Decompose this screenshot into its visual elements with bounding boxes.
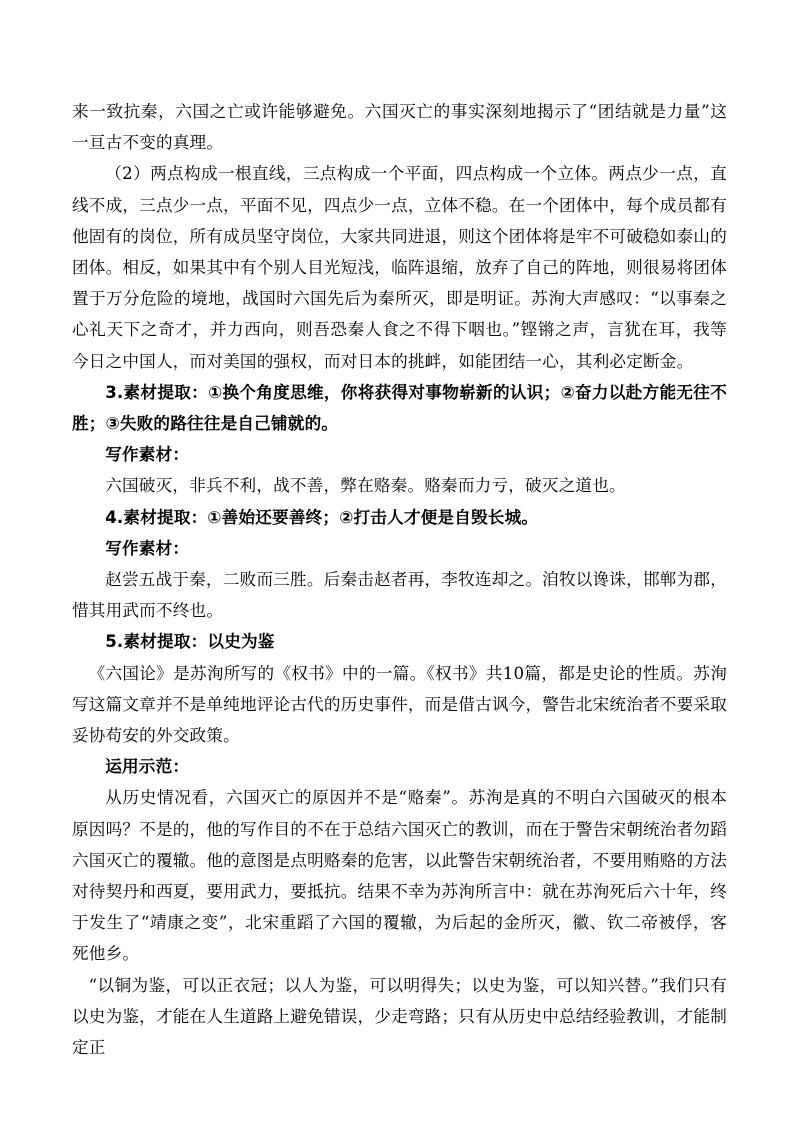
writing-material-quote-2: 赵尝五战于秦，二败而三胜。后秦击赵者再，李牧连却之。洎牧以谗诛，邯郸为郡，惜其用武而不终也。	[72, 570, 727, 621]
paragraph-history-mirror: “以铜为鉴，可以正衣冠；以人为鉴，可以明得失；以史为鉴，可以知兴替。”我们只有以史为鉴，才能在人生道路上避免错误，少走弯路；只有从历史中总结经验教训，才能制定正	[72, 975, 727, 1058]
writing-material-heading-2: 写作素材：	[105, 538, 190, 558]
material-extraction-3: 3.素材提取：①换个角度思维，你将获得对事物崭新的认识；②奋力以赴方能无往不胜；③失败的路往往是自己铺就的。	[72, 382, 727, 434]
usage-example-heading: 运用示范：	[105, 757, 190, 777]
material-extraction-4: 4.素材提取：①善始还要善终；②打击人才便是自毁长城。	[105, 507, 539, 527]
paragraph-usage-example: 从历史情况看，六国灭亡的原因并不是“赂秦”。苏洵是真的不明白六国破灭的根本原因吗？不是的，他的写作目的不在于总结六国灭亡的教训，而在于警告宋朝统治者勿蹈六国灭亡的覆辙。他的意图是点明赂秦的危害，以此警告宋朝统治者，不要用贿赂的方法对待契丹和西夏，要用武力，要抵抗。结果不幸为苏洵所言中：就在苏洵死后六十年，终于发生了“靖康之变”，北宋重蹈了六国的覆辙，为后起的金所灭，徽、钦二帝被俘，客死他乡。	[72, 788, 727, 964]
writing-material-quote-1: 六国破灭，非兵不利，战不善，弊在赂秦。赂秦而力亏，破灭之道也。	[105, 476, 626, 496]
material-extraction-5: 5.素材提取：以史为鉴	[105, 632, 275, 652]
paragraph-points-analogy: （2）两点构成一根直线，三点构成一个平面，四点构成一个立体。两点少一点，直线不成，三点少一点，平面不见，四点少一点，立体不稳。在一个团体中，每个成员都有他固有的岗位，所有成员坚守岗位，大家共同进退，则这个团体将是牢不可破稳如泰山的团体。相反，如果其中有个别人目光短浅，临阵退缩，放弃了自己的阵地，则很易将团体置于万分危险的境地，战国时六国先后为秦所灭，即是明证。苏洵大声感叹：“以事秦之心礼天下之奇才，并力西向，则吾恐秦人食之不得下咽也。”铿锵之声，言犹在耳，我等今日之中国人，而对美国的强权，而对日本的挑衅，如能团结一心，其利必定断金。	[72, 164, 727, 371]
writing-material-heading-1: 写作素材：	[105, 445, 190, 465]
paragraph-unity-conclusion: 来一致抗秦，六国之亡或许能够避免。六国灭亡的事实深刻地揭示了“团结就是力量”这一亘古不变的真理。	[72, 102, 727, 153]
document-page	[72, 96, 727, 1063]
paragraph-liuguolun-intro: 《六国论》是苏洵所写的《权书》中的一篇。《权书》共10篇，都是史论的性质。苏洵写这篇文章并不是单纯地评论古代的历史事件，而是借古讽今，警告北宋统治者不要采取妥协苟安的外交政策。	[72, 663, 727, 746]
